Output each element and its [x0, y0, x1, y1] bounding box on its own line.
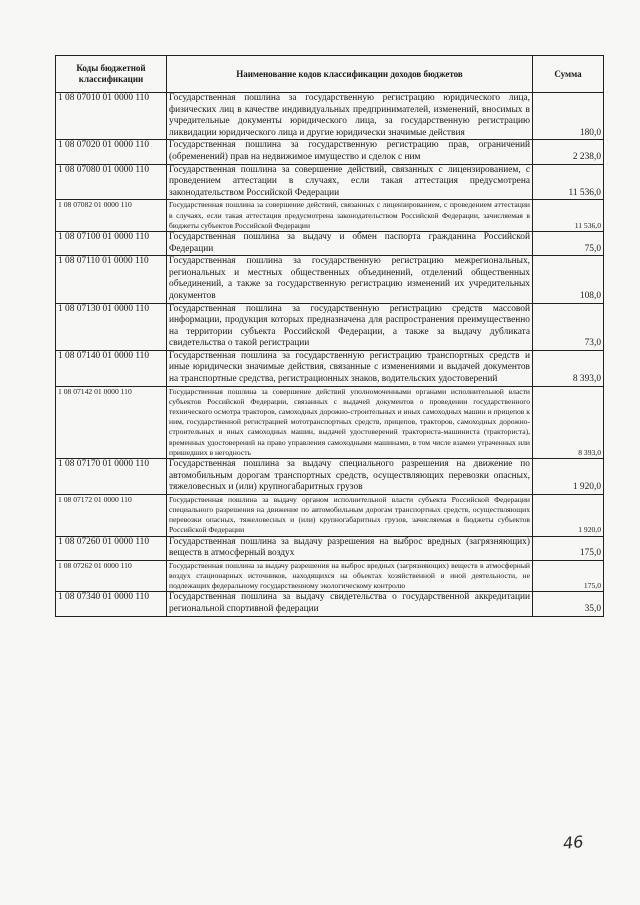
- budget-revenue-table: [55, 55, 604, 617]
- row-code: 1 08 07172 01 0000 110: [56, 494, 167, 536]
- row-code: 1 08 07340 01 0000 110: [56, 592, 167, 616]
- row-name: Государственная пошлина за выдачу свидетельства о государственной аккредитации региональной спортивной федерации: [167, 592, 533, 616]
- row-code: 1 08 07100 01 0000 110: [56, 231, 167, 255]
- row-sum: 108,0: [533, 256, 604, 303]
- row-code: 1 08 07080 01 0000 110: [56, 164, 167, 200]
- row-sum: 8 393,0: [533, 350, 604, 386]
- row-name: Государственная пошлина за совершение действий, связанных с лицензированием, с проведением аттестации в случаях, если такая аттестация предусмотрена законодательством Российской Федерации, зачисляемая в бюджеты субъектов Российской Федерации: [167, 200, 533, 232]
- row-name: Государственная пошлина за выдачу специального разрешения на движение по автомобильным дорогам транспортных средств, осуществляющих перевозки опасных, тяжеловесных и (или) крупногабаритных грузов: [167, 459, 533, 495]
- row-sum: 175,0: [533, 536, 604, 560]
- row-name: Государственная пошлина за выдачу разрешения на выброс вредных (загрязняющих) веществ в атмосферный воздух: [167, 536, 533, 560]
- row-sum: 11 536,0: [533, 164, 604, 200]
- row-sum: 1 920,0: [533, 459, 604, 495]
- row-name: Государственная пошлина за государственную регистрацию прав, ограничений (обременений) прав на недвижимое имущество и сделок с ним: [167, 140, 533, 164]
- row-sum: 75,0: [533, 231, 604, 255]
- header-name: Наименование кодов классификации доходов бюджетов: [167, 56, 533, 93]
- table-row: [56, 164, 604, 200]
- handwritten-page-number: 46: [562, 831, 585, 854]
- row-name: Государственная пошлина за государственную регистрацию юридического лица, физических лиц в качестве индивидуальных предпринимателей, изменений, вносимых в учредительные документы юридического лица, за государственную регистрацию ликвидации юридического лица и другие юридически значимые действия: [167, 93, 533, 140]
- row-name: Государственная пошлина за государственную регистрацию средств массовой информации, продукция которых предназначена для распространения преимущественно на территории субъекта Российской Федерации, а также за выдачу дубликата свидетельства о такой регистрации: [167, 303, 533, 350]
- table-row: [56, 231, 604, 255]
- row-code: 1 08 07170 01 0000 110: [56, 459, 167, 495]
- table-row: [56, 93, 604, 140]
- table-row: [56, 459, 604, 495]
- row-code: 1 08 07010 01 0000 110: [56, 93, 167, 140]
- header-sum: Сумма: [533, 56, 604, 93]
- row-sum: 175,0: [533, 560, 604, 592]
- table-row: [56, 560, 604, 592]
- row-sum: 8 393,0: [533, 386, 604, 458]
- row-sum: 180,0: [533, 93, 604, 140]
- header-codes: Коды бюджетной классификации: [56, 56, 167, 93]
- table-row: [56, 350, 604, 386]
- row-code: 1 08 07082 01 0000 110: [56, 200, 167, 232]
- row-code: 1 08 07262 01 0000 110: [56, 560, 167, 592]
- row-code: 1 08 07130 01 0000 110: [56, 303, 167, 350]
- row-code: 1 08 07142 01 0000 110: [56, 386, 167, 458]
- row-sum: 11 536,0: [533, 200, 604, 232]
- row-name: Государственная пошлина за государственную регистрацию транспортных средств и иные юридически значимые действия, связанные с изменениями и выдачей документов на транспортные средства, регистрационных знаков, водительских удостоверений: [167, 350, 533, 386]
- row-code: 1 08 07140 01 0000 110: [56, 350, 167, 386]
- table-row: [56, 140, 604, 164]
- table-row: [56, 386, 604, 458]
- row-name: Государственная пошлина за выдачу и обмен паспорта гражданина Российской Федерации: [167, 231, 533, 255]
- row-sum: 73,0: [533, 303, 604, 350]
- row-code: 1 08 07260 01 0000 110: [56, 536, 167, 560]
- row-sum: 1 920,0: [533, 494, 604, 536]
- row-code: 1 08 07020 01 0000 110: [56, 140, 167, 164]
- row-name: Государственная пошлина за выдачу разрешения на выброс вредных (загрязняющих) веществ в атмосферный воздух стационарных источников, находящихся на объектах хозяйственной и иной деятельности, не подлежащих федеральному государственному экологическому контролю: [167, 560, 533, 592]
- table-row: [56, 536, 604, 560]
- row-name: Государственная пошлина за выдачу органом исполнительной власти субъекта Российской Федерации специального разрешения на движение по автомобильным дорогам транспортных средств, осуществляющих перевозки опасных, тяжеловесных и (или) крупногабаритных грузов, зачисляемая в бюджеты субъектов Российской Федерации: [167, 494, 533, 536]
- table-header-row: [56, 56, 604, 93]
- table-body: [56, 93, 604, 617]
- row-name: Государственная пошлина за совершение действий, связанных с лицензированием, с проведением аттестации в случаях, если такая аттестация предусмотрена законодательством Российской Федерации: [167, 164, 533, 200]
- row-code: 1 08 07110 01 0000 110: [56, 256, 167, 303]
- row-sum: 35,0: [533, 592, 604, 616]
- row-sum: 2 238,0: [533, 140, 604, 164]
- table-row: [56, 592, 604, 616]
- row-name: Государственная пошлина за совершение действий уполномоченными органами исполнительной власти субъектов Российской Федерации, связанных с выдачей документов о проведении государственного технического осмотра тракторов, самоходных дорожно-строительных и иных самоходных машин и прицепов к ним, государственной регистрацией мототранспортных средств, прицепов, тракторов, самоходных дорожно-строительных и иных самоходных машин, выдачей удостоверений тракториста-машиниста (тракториста), временных удостоверений на право управления самоходными машинами, в том числе взамен утраченных или пришедших в негодность: [167, 386, 533, 458]
- row-name: Государственная пошлина за государственную регистрацию межрегиональных, региональных и местных общественных объединений, отделений общественных объединений, а также за государственную регистрацию изменений их учредительных документов: [167, 256, 533, 303]
- table-row: [56, 256, 604, 303]
- table-row: [56, 200, 604, 232]
- table-row: [56, 303, 604, 350]
- table-row: [56, 494, 604, 536]
